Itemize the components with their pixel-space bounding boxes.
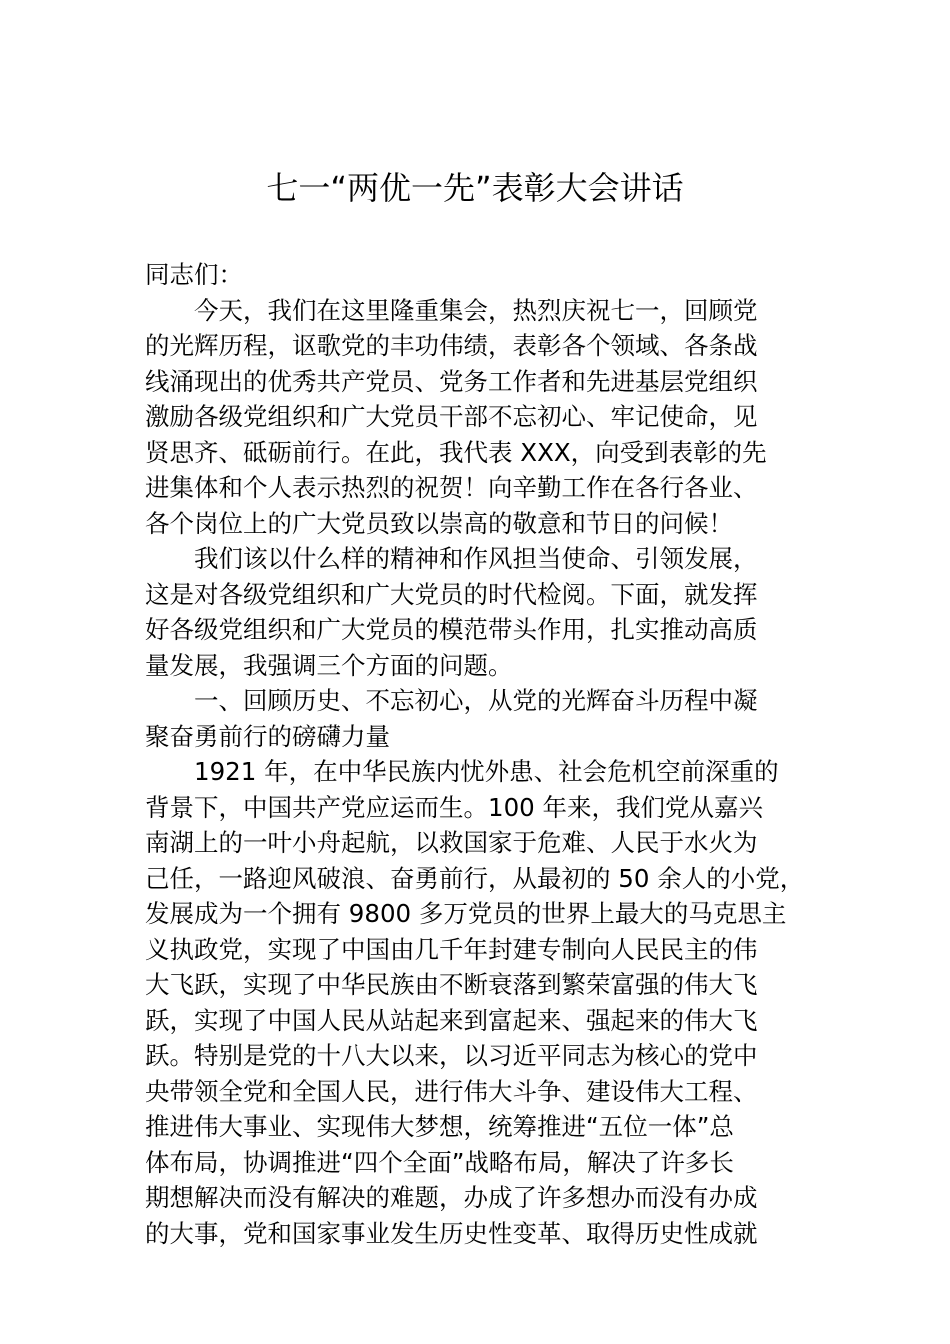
document-body <box>145 257 845 1251</box>
text-line: 激励各级党组织和广大党员干部不忘初心、牢记使命，见 <box>145 402 758 431</box>
text-line: 跃。特别是党的十八大以来，以习近平同志为核心的党中 <box>145 1041 758 1070</box>
text-line: 量发展，我强调三个方面的问题。 <box>145 650 513 680</box>
text-line: 体布局，协调推进“四个全面”战略布局，解决了许多长 <box>145 1147 734 1177</box>
section-heading-line: 聚奋勇前行的磅礴力量 <box>145 721 390 751</box>
document-title: 七一“两优一先”表彰大会讲话 <box>266 169 684 207</box>
text-line: 贤思齐、砥砺前行。在此，我代表 XXX，向受到表彰的先 <box>145 437 767 467</box>
text-line: 推进伟大事业、实现伟大梦想，统筹推进“五位一体”总 <box>145 1112 734 1141</box>
text-line: 今天，我们在这里隆重集会，热烈庆祝七一，回顾党 <box>194 295 758 325</box>
text-line: 各个岗位上的广大党员致以崇高的敬意和节日的问候！ <box>145 508 733 538</box>
section-heading-line: 一、回顾历史、不忘初心，从党的光辉奋斗历程中凝 <box>194 686 758 715</box>
text-line: 央带领全党和全国人民，进行伟大斗争、建设伟大工程、 <box>145 1076 758 1106</box>
text-line: 背景下，中国共产党应运而生。100 年来，我们党从嘉兴 <box>145 792 764 822</box>
text-line: 期想解决而没有解决的难题，办成了许多想办而没有办成 <box>145 1183 758 1212</box>
text-line: 的大事，党和国家事业发生历史性变革、取得历史性成就 <box>145 1218 758 1248</box>
text-line: 线涌现出的优秀共产党员、党务工作者和先进基层党组织 <box>145 366 758 396</box>
text-line: 这是对各级党组织和广大党员的时代检阅。下面，就发挥 <box>145 579 758 609</box>
text-line: 己任，一路迎风破浪、奋勇前行，从最初的 50 余人的小党， <box>145 863 805 893</box>
text-line: 南湖上的一叶小舟起航，以救国家于危难、人民于水火为 <box>145 828 758 857</box>
text-line: 我们该以什么样的精神和作风担当使命、引领发展， <box>194 544 758 573</box>
text-line: 的光辉历程，讴歌党的丰功伟绩，表彰各个领域、各条战 <box>145 331 758 360</box>
text-line: 同志们： <box>145 260 243 289</box>
text-line: 发展成为一个拥有 9800 多万党员的世界上最大的马克思主 <box>145 899 787 928</box>
text-line: 跃，实现了中国人民从站起来到富起来、强起来的伟大飞 <box>145 1005 758 1035</box>
text-line: 1921 年，在中华民族内忧外患、社会危机空前深重的 <box>194 757 779 786</box>
text-line: 大飞跃，实现了中华民族由不断衰落到繁荣富强的伟大飞 <box>145 970 758 999</box>
text-line: 好各级党组织和广大党员的模范带头作用，扎实推动高质 <box>145 615 758 644</box>
text-line: 进集体和个人表示热烈的祝贺！向辛勤工作在各行各业、 <box>145 473 758 502</box>
text-line: 义执政党，实现了中国由几千年封建专制向人民民主的伟 <box>145 934 758 964</box>
